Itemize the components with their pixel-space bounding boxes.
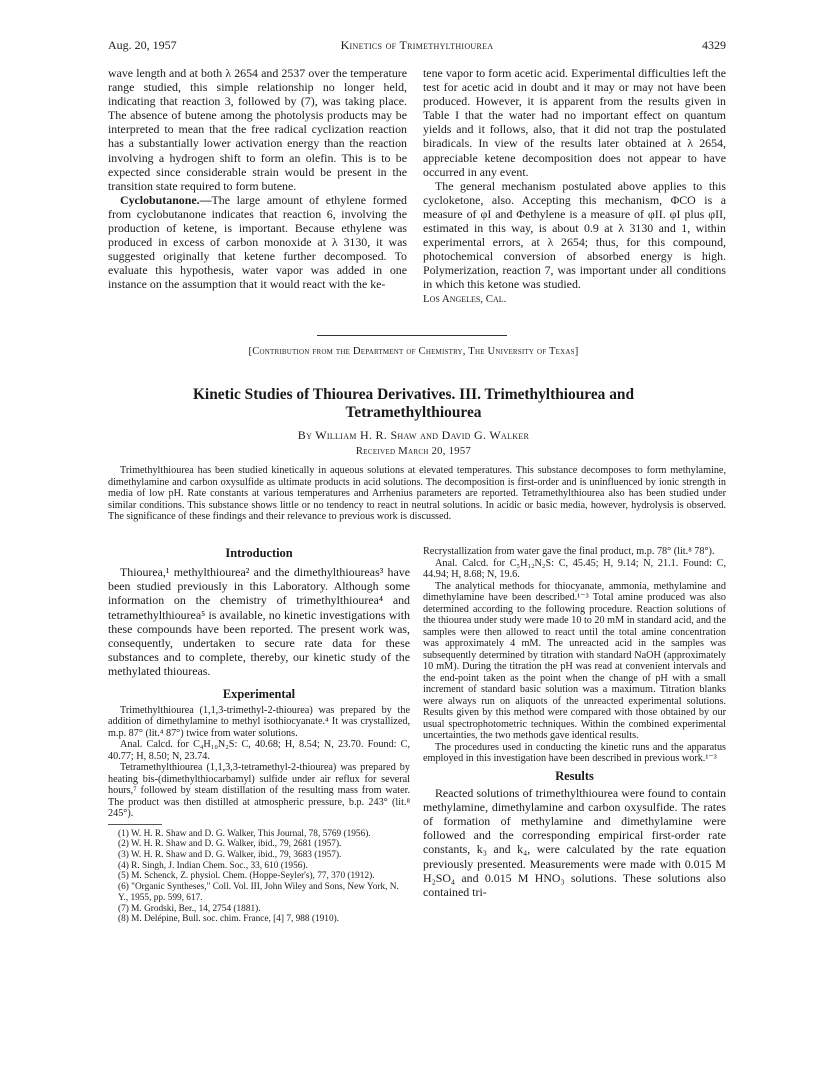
cyclobutanone-paragraph xyxy=(108,193,407,292)
recrystallization-text: Recrystallization from water gave the final product, m.p. 78° (lit.⁸ 78°). xyxy=(423,546,715,557)
footnote: (1) W. H. R. Shaw and D. G. Walker, This Journal, 78, 5769 (1956). xyxy=(118,828,371,839)
footnote-rule xyxy=(108,824,162,825)
continued-paragraph-right: tene vapor to form acetic acid. Experimental difficulties left the test for acetic acid in doubt and it may or may not have been produced. However, it is apparent from the results given in Table I that the water had no important effect on quantum yields and it follows, also, that it did not trap the postulated biradicals. In view of the results later obtained at λ 2654, appreciable ketene decomposition does not appear to have occurred in any event. xyxy=(423,66,726,179)
received-date: Received March 20, 1957 xyxy=(355,446,472,457)
footnote: (5) M. Schenck, Z. physiol. Chem. (Hoppe-Seyler's), 77, 370 (1912). xyxy=(118,871,375,882)
article-title xyxy=(100,386,727,421)
cyclobutanone-heading: Cyclobutanone.— xyxy=(120,192,212,207)
running-header xyxy=(108,38,726,54)
article-separator xyxy=(317,335,507,336)
author-line: By William H. R. Shaw and David G. Walker xyxy=(297,428,530,442)
experimental-p2: Anal. Calcd. for C₄H₁₀N₂S: C, 40.68; H, 8.54; N, 23.70. Found: C, 40.77; H, 8.50; N, 23.74. xyxy=(108,739,410,762)
results-heading: Results xyxy=(555,768,594,783)
title-line-1: Kinetic Studies of Thiourea Derivatives. III. Trimethylthiourea and xyxy=(192,386,635,403)
introduction-text: Thiourea,¹ methylthiourea² and the dimethylthioureas³ have been studied previously in this Laboratory. Although some information on the chemistry of trimethylthiourea⁴ and tetramethylthiourea⁵ is available, no kinetic investigations with these compounds have been reported. The present work was, consequently, undertaken to secure rate data for these substances and to complete, thereby, our kinetic study of the methylated thioureas. xyxy=(108,565,410,679)
results-body xyxy=(423,786,726,900)
footnote: (4) R. Singh, J. Indian Chem. Soc., 33, 610 (1956). xyxy=(118,860,308,871)
contribution-line: [Contribution from the Department of Chemistry, The University of Texas] xyxy=(248,346,579,357)
experimental-p1: Trimethylthiourea (1,1,3-trimethyl-2-thiourea) was prepared by the addition of dimethylamine to methyl isothiocyanate.⁴ It was crystallized, m.p. 87° (lit.⁴ 87°) twice from water solutions. xyxy=(108,704,410,739)
cyclobutanone-text: The large amount of ethylene formed from cyclobutanone indicates that reaction 6, involving the production of ketene, is important. Because ethylene was produced in excess of carbon monoxide at λ 3130, it was suggested originally that ketene further decomposed. To evaluate this hypothesis, water vapor was added in one instance on the assumption that it would react with the ke- xyxy=(108,192,407,292)
experimental-heading: Experimental xyxy=(222,686,296,701)
footnote: (3) W. H. R. Shaw and D. G. Walker, ibid., 79, 3683 (1957). xyxy=(118,850,342,861)
bottom-left-column xyxy=(108,546,410,925)
experimental-p3: Tetramethylthiourea (1,1,3,3-tetramethyl-2-thiourea) was prepared by heating bis-(dimethylthiocarbamyl) sulfide under air reflux for several hours,⁷ followed by steam distillation of the resulting mass from water. The product was then distilled at atmospheric pressure, b.p. 243° (lit.⁸ 245°). xyxy=(108,762,410,820)
header-page-number: 4329 xyxy=(702,38,726,52)
analytical-methods-text: The analytical methods for thiocyanate, ammonia, methylamine and dimethylamine have been described.¹⁻³ Total amine produced was also determined according to the following procedure. Reaction solutions of the thiourea under study were made 10 to 20 mM in standard acid, and the samples were then allowed to react until the total amine concentration was approximately 4 mM. The unreacted acid in the samples was subsequently determined by titration with standard NaOH (approximately 10 mM). During the titration the pH was read at convenient intervals and the end-point taken as the point when the change of pH with a small increment of standard basic solution was a maximum. Titration blanks were always run on aliquots of the unreacted experimental solutions. Results given by this method were compared with those obtained by our usual spectrophotometric techniques. Within the combined experimental uncertainties, the two methods gave identical results. xyxy=(423,580,726,741)
footnote: (8) M. Delépine, Bull. soc. chim. France, [4] 7, 988 (1910). xyxy=(118,914,340,925)
header-date: Aug. 20, 1957 xyxy=(108,38,177,52)
top-left-column xyxy=(108,66,407,292)
title-line-2: Tetramethylthiourea xyxy=(345,403,482,421)
mechanism-paragraph: The general mechanism postulated above applies to this cycloketone, also. Accepting this mechanism, ΦCO is a measure of φI and Φethylene is a measure of φII. φI plus φII, estimated in this way, is about 0.9 at λ 3130 and 1, within experimental errors, at λ 2654; thus, for this compound, photochemical conversion of absorbed energy is high. Polymerization, reaction 7, was important under all conditions in which this ketone was studied. xyxy=(423,178,726,292)
procedures-text: The procedures used in conducting the kinetic runs and the apparatus employed in this investigation have been described in previous work.¹⁻³ xyxy=(423,741,726,764)
header-running-title: Kinetics of Trimethylthiourea xyxy=(340,38,494,52)
results-text: Reacted solutions of trimethylthiourea were found to contain methylamine, dimethylamine and carbon oxysulfide. The rates of formation of methylamine and dimethylamine were followed and the corresponding empirical first-order rate constants, k₃ and k₄, were calculated by the rate equation previously presented. Measurements were made with 0.015 M H₂SO₄ and 0.015 M HNO₃ solutions. These solutions also contained tri- xyxy=(423,785,726,899)
location-signoff: Los Angeles, Cal. xyxy=(423,292,507,305)
experimental-body xyxy=(108,705,410,820)
introduction-heading: Introduction xyxy=(225,546,293,560)
top-right-column xyxy=(423,66,726,306)
footnote: (6) "Organic Syntheses," Coll. Vol. III, John Wiley and Sons, New York, N. Y., 1955, pp. 599, 617. xyxy=(118,882,399,903)
abstract xyxy=(108,465,726,523)
abstract-text: Trimethylthiourea has been studied kinetically in aqueous solutions at elevated temperatures. This substance decomposes to form methylamine, dimethylamine and carbon oxysulfide as ultimate products in acid solutions. The decomposition is first-order and is uninfluenced by ionic strength in media of low pH. Rate constants at various temperatures and Arrhenius parameters are reported. Tetramethylthiourea also has been studied under similar conditions. This substance shows little or no tendency to react in neutral solutions. In acidic or basic media, however, hydrolysis is observed. The significance of these findings and their relevance to previous work is discussed. xyxy=(108,465,726,523)
footnote: (7) M. Grodski, Ber., 14, 2754 (1881). xyxy=(118,903,261,914)
footnotes xyxy=(108,829,410,925)
continued-paragraph: wave length and at both λ 2654 and 2537 over the temperature range studied, this simple relationship no longer held, indicating that reaction 3, followed by (7), was taking place. The absence of butene among the photolysis products may be interpreted to mean that the free radical cyclization reaction has a substantially lower activation energy than the reaction involving a hydrogen shift to form an olefin. This is to be expected since considerable strain would be present in the transition state required to form butene. xyxy=(108,66,407,193)
right-experimental-body xyxy=(423,546,726,765)
footnote: (2) W. H. R. Shaw and D. G. Walker, ibid., 79, 2681 (1957). xyxy=(118,839,342,850)
analysis-text: Anal. Calcd. for C₅H₁₂N₂S: C, 45.45; H, 9.14; N, 21.1. Found: C, 44.94; H, 8.68; N, 19.6. xyxy=(423,557,726,580)
bottom-right-column xyxy=(423,546,726,899)
introduction-body xyxy=(108,565,410,679)
